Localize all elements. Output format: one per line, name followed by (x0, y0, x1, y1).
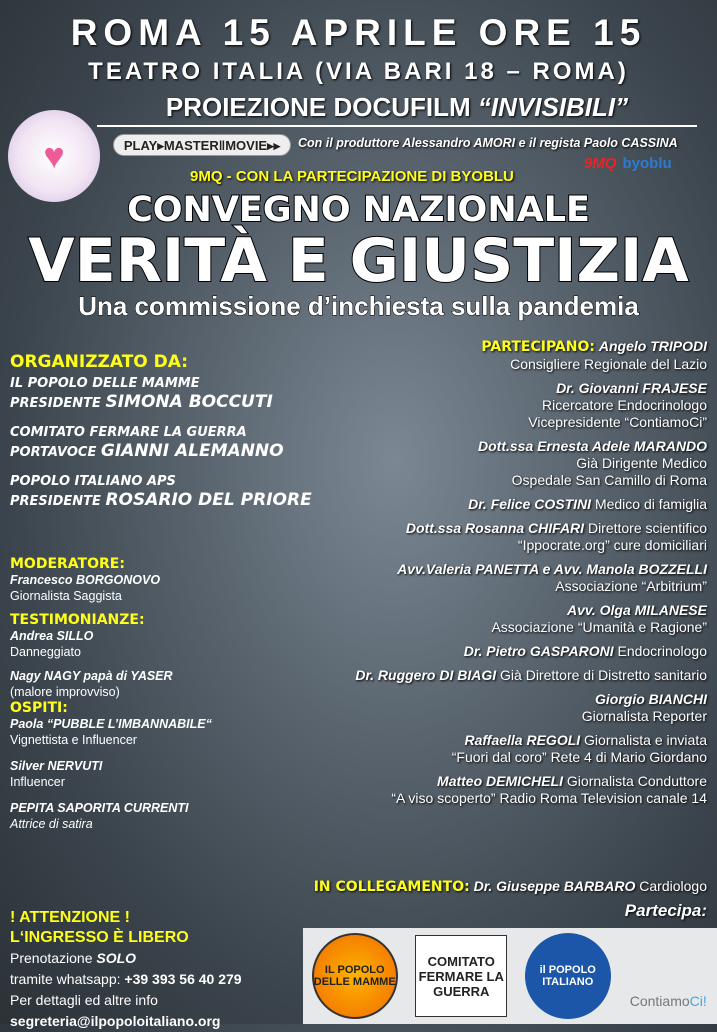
whatsapp-label: tramite whatsapp: (10, 971, 125, 987)
participant-desc: Associazione “Umanità e Ragione” (491, 619, 707, 635)
participant-entry (355, 732, 707, 766)
booking-text: Prenotazione (10, 950, 97, 966)
participant-entry (355, 520, 707, 554)
main-title: VERITÀ E GIUSTIZIA (28, 226, 689, 296)
film-title: “INVISIBILI” (477, 92, 629, 122)
participant-entry (355, 773, 707, 807)
participant-entry (355, 496, 707, 513)
participant-name: Angelo TRIPODI (598, 338, 707, 354)
contiamoci-accent: Ci! (689, 993, 707, 1009)
9mq-logo: 9MQ (584, 155, 617, 172)
participant-entry (355, 643, 707, 660)
testimony-name: Andrea SILLO (10, 629, 94, 643)
media-logos (584, 155, 672, 172)
subtitle: Una commissione d’inchiesta sulla pandemia (78, 291, 639, 321)
organizer-org: POPOLO ITALIANO APS (10, 474, 176, 489)
event-date: ROMA 15 APRILE ORE 15 (70, 12, 647, 53)
guest-desc: Influencer (10, 775, 65, 789)
organizer-name: SIMONA BOCCUTI (105, 392, 273, 412)
participant-entry (355, 380, 707, 431)
producers-text: Con il produttore Alessandro AMORI e il regista Paolo CASSINA (298, 136, 678, 150)
remote-desc: Cardiologo (635, 878, 707, 894)
guest-name: Silver NERVUTI (10, 759, 103, 773)
projection-title (97, 92, 697, 127)
participant-name: Giorgio BIANCHI (595, 691, 707, 707)
participant-desc: Associazione “Arbitrium” (555, 578, 707, 594)
guest-desc: Attrice di satira (10, 817, 93, 831)
participant-desc: “Fuori dal coro” Rete 4 di Mario Giordano (451, 749, 707, 765)
organizer-org: IL POPOLO DELLE MAMME (10, 376, 200, 391)
popolo-italiano-logo: il POPOLO ITALIANO (525, 933, 611, 1019)
organizer-role: PRESIDENTE (10, 494, 101, 509)
participant-role: Giornalista Conduttore (563, 773, 707, 789)
participants-label: PARTECIPANO: (481, 339, 595, 355)
program-left (10, 556, 370, 832)
partnership-text: 9MQ - CON LA PARTECIPAZIONE DI BYOBLU (190, 168, 514, 185)
participant-name: Avv. Olga MILANESE (566, 602, 707, 618)
participant-name: Dott.ssa Ernesta Adele MARANDO (478, 438, 707, 454)
organizers-label: ORGANIZZATO DA: (10, 352, 189, 372)
participant-entry (355, 667, 707, 684)
participant-name: Matteo DEMICHELI (437, 773, 564, 789)
participant-entry (355, 602, 707, 636)
organizer-org: COMITATO FERMARE LA GUERRA (10, 425, 247, 440)
participant-name: Dott.ssa Rosanna CHIFARI (405, 520, 585, 536)
notice-free-entry: L‘INGRESSO È LIBERO (10, 929, 189, 946)
organizer-role: PORTAVOCE (10, 445, 97, 460)
organizer-heart-logo: ♥ (8, 110, 100, 202)
participant-desc: “Ippocrate.org” cure domiciliari (517, 537, 707, 553)
participant-name: Dr. Pietro GASPARONI (463, 643, 614, 659)
participant-name: Dr. Giovanni FRAJESE (556, 380, 707, 396)
participants-section (355, 338, 707, 814)
participant-desc: Già Dirigente Medico (576, 455, 707, 471)
participant-role: Giornalista e inviata (580, 732, 707, 748)
popolo-mamme-logo: IL POPOLO DELLE MAMME (312, 933, 398, 1019)
testimonies-label: TESTIMONIANZE: (10, 612, 145, 628)
participant-role: Endocrinologo (613, 643, 707, 659)
comitato-logo: COMITATO FERMARE LA GUERRA (415, 935, 507, 1017)
notice-attention: ! ATTENZIONE ! (10, 909, 130, 926)
byoblu-logo: byoblu (622, 155, 672, 172)
playmaster-logo: PLAY▸MASTER‖MOVIE▸▸ (113, 134, 291, 156)
testimony-name: Nagy NAGY papà di YASER (10, 669, 173, 683)
moderator-name: Francesco BORGONOVO (10, 573, 161, 587)
testimony-desc: Danneggiato (10, 645, 81, 659)
email-link[interactable]: segreteria@ilpopoloitaliano.org (10, 1013, 221, 1029)
convegno-title: CONVEGNO NAZIONALE (127, 190, 590, 230)
participant-entry (355, 561, 707, 595)
guest-name: Paola “PUBBLE L’IMBANNABILE“ (10, 717, 212, 731)
moderator-desc: Giornalista Saggista (10, 589, 122, 603)
phone-number[interactable]: +39 393 56 40 279 (124, 971, 242, 987)
participant-name: Dr. Ruggero DI BIAGI (355, 667, 497, 683)
projection-label: PROIEZIONE DOCUFILM (165, 92, 471, 122)
participant-name: Avv.Valeria PANETTA e Avv. Manola BOZZELLI (397, 561, 707, 577)
partner-logos-panel (303, 928, 717, 1024)
participant-desc: Vicepresidente “ContiamoCi” (528, 414, 707, 430)
guest-name: PEPITA SAPORITA CURRENTI (10, 801, 189, 815)
booking-bold: SOLO (96, 950, 137, 966)
guest-desc: Vignettista e Influencer (10, 733, 137, 747)
participant-role: Medico di famiglia (591, 496, 707, 512)
partecipa-label: Partecipa: (624, 901, 707, 920)
participant-name: Dr. Felice COSTINI (468, 496, 592, 512)
testimony-desc: (malore improvviso) (10, 685, 120, 699)
participant-desc: Ricercatore Endocrinologo (542, 397, 707, 413)
participant-desc: Ospedale San Camillo di Roma (511, 472, 707, 488)
remote-label: IN COLLEGAMENTO: (313, 879, 470, 895)
participant-entry (355, 438, 707, 489)
contiamoci-text: Contiamo (629, 993, 690, 1009)
guests-label: OSPITI: (10, 700, 68, 716)
notice-section (10, 908, 312, 1032)
contiamoci-logo (628, 943, 708, 1009)
organizer-name: GIANNI ALEMANNO (100, 441, 284, 461)
organizer-role: PRESIDENTE (10, 396, 101, 411)
remote-name: Dr. Giuseppe BARBARO (473, 878, 636, 894)
participant-role: Già Direttore di Distretto sanitario (496, 667, 707, 683)
participant-desc: Giornalista Reporter (581, 708, 707, 724)
participant-entry (355, 338, 707, 373)
event-venue: TEATRO ITALIA (VIA BARI 18 – ROMA) (88, 58, 629, 85)
participant-name: Raffaella REGOLI (464, 732, 581, 748)
participant-role: Direttore scientifico (584, 520, 707, 536)
organizer-name: ROSARIO DEL PRIORE (105, 490, 312, 510)
participant-entry (355, 691, 707, 725)
moderator-label: MODERATORE: (10, 556, 125, 572)
participant-desc: Consigliere Regionale del Lazio (510, 356, 707, 372)
participant-desc: “A viso scoperto” Radio Roma Television canale 14 (391, 790, 707, 806)
remote-participant (314, 878, 707, 896)
organizers-section (10, 352, 370, 511)
details-text: Per dettagli ed altre info (10, 992, 158, 1008)
